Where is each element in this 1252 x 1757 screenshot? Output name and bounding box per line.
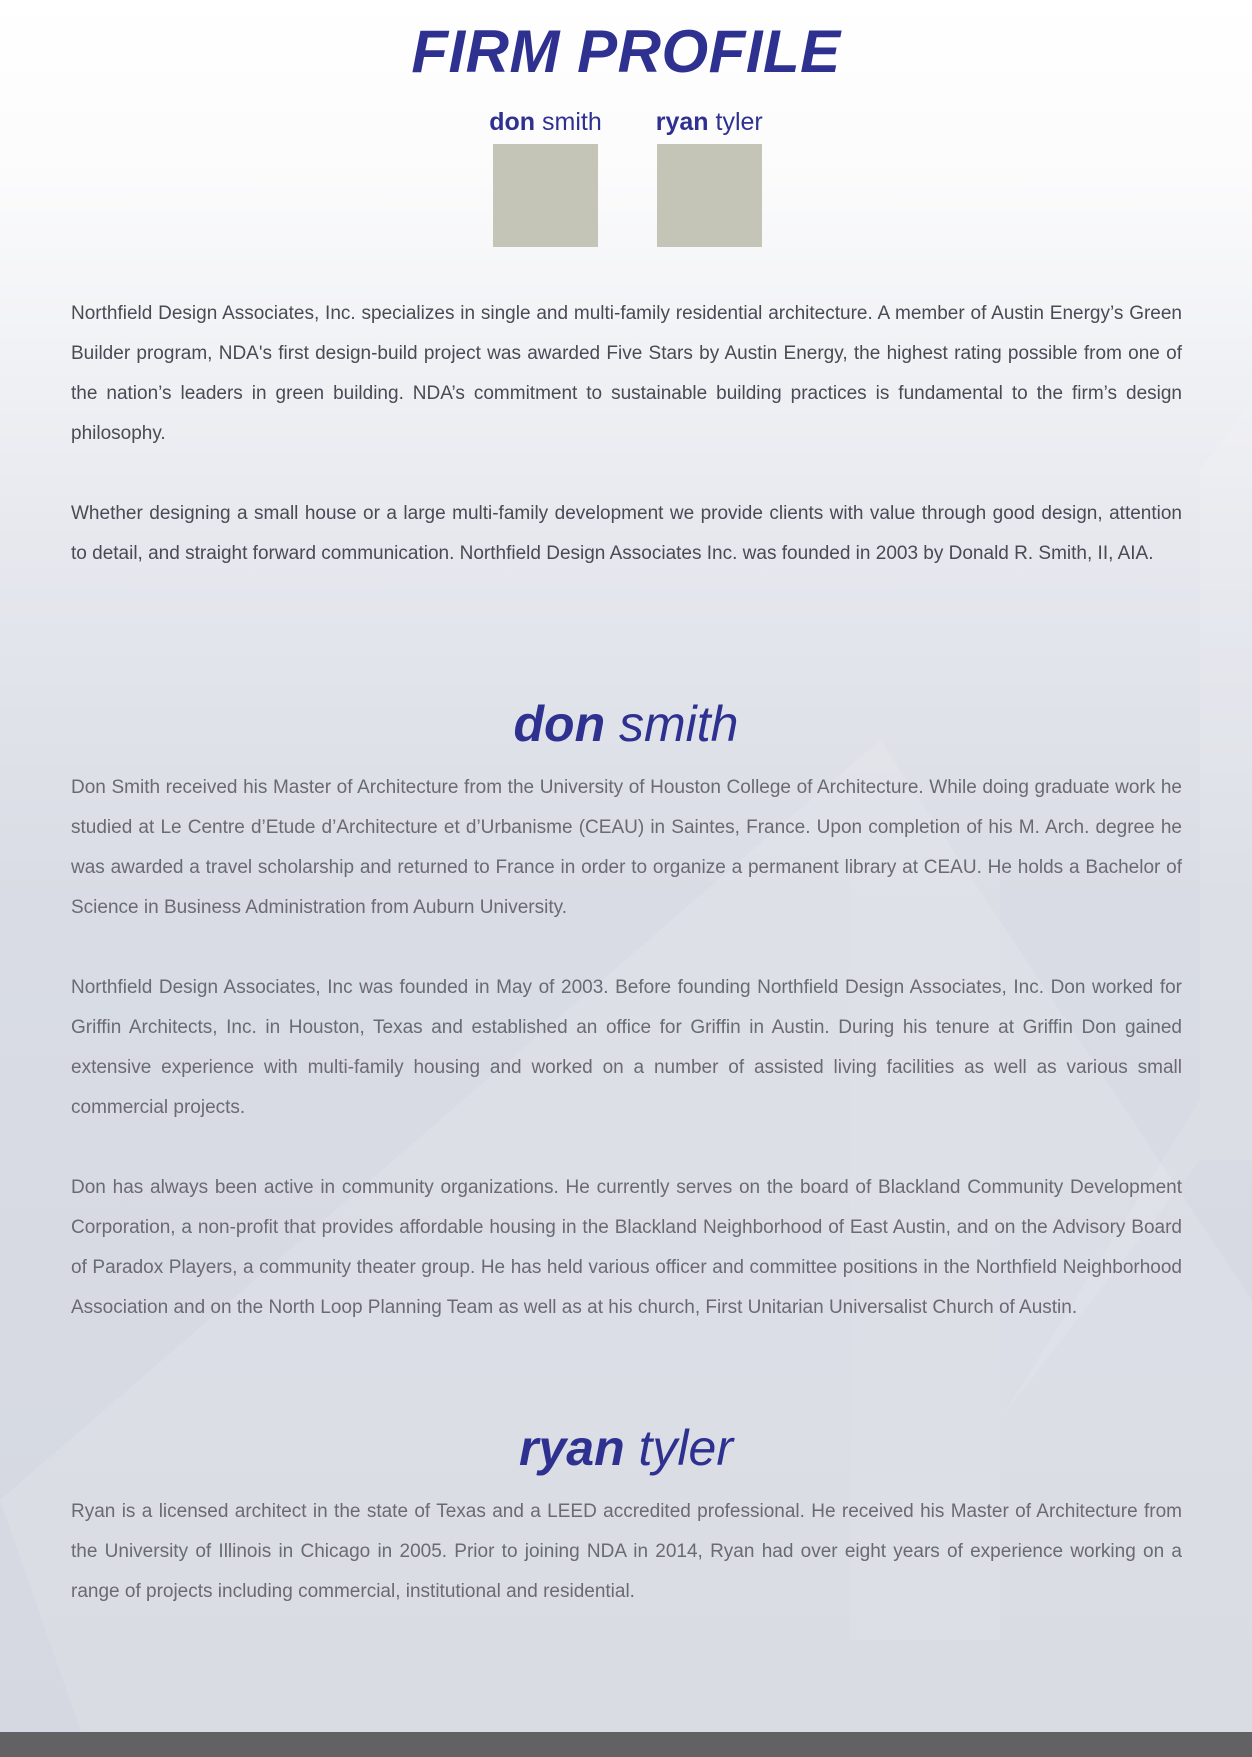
- bio-last-name: tyler: [638, 1420, 733, 1476]
- member-last-name: tyler: [715, 108, 763, 136]
- bio-heading-don-smith: [0, 694, 1252, 754]
- bio-first-name: don: [513, 696, 606, 752]
- member-name: [489, 106, 602, 138]
- member-first-name: don: [489, 108, 536, 136]
- team-member-don-smith[interactable]: [489, 106, 602, 247]
- member-last-name: smith: [542, 108, 602, 136]
- member-first-name: ryan: [655, 108, 709, 136]
- page-title: FIRM PROFILE: [411, 18, 841, 85]
- member-photo-placeholder[interactable]: [493, 144, 598, 247]
- bio-paragraph: Northfield Design Associates, Inc was founded in May of 2003. Before founding Northfield Design Associates, Inc. Don worked for Griffin Architects, Inc. in Houston, Texas and established an office for Griffin in Austin. During his tenure at Griffin Don gained extensive experience with multi-family housing and worked on a number of assisted living facilities as well as various small commercial projects.: [71, 977, 1182, 1118]
- bio-last-name: smith: [619, 696, 739, 752]
- bio-paragraph: Don has always been active in community organizations. He currently serves on the board of Blackland Community Development Corporation, a non-profit that provides affordable housing in the Blackland Neighborhood of East Austin, and on the Advisory Board of Paradox Players, a community theater group. He has held various officer and committee positions in the Northfield Neighborhood Association and on the North Loop Planning Team as well as at his church, First Unitarian Universalist Church of Austin.: [71, 1177, 1182, 1318]
- bio-paragraph: Ryan is a licensed architect in the state of Texas and a LEED accredited professional. He received his Master of Architecture from the University of Illinois in Chicago in 2005. Prior to joining NDA in 2014, Ryan had over eight years of experience working on a range of projects including commercial, institutional and residential.: [71, 1501, 1182, 1602]
- footer-bar: [0, 1732, 1252, 1757]
- member-name: [656, 106, 763, 138]
- bio-first-name: ryan: [519, 1420, 625, 1476]
- bio-paragraph: Don Smith received his Master of Architecture from the University of Houston College of Architecture. While doing graduate work he studied at Le Centre d’Etude d’Architecture et d’Urbanisme (CEAU) in Saintes, France. Upon completion of his M. Arch. degree he was awarded a travel scholarship and returned to France in order to organize a permanent library at CEAU. He holds a Bachelor of Science in Business Administration from Auburn University.: [71, 777, 1182, 918]
- intro-paragraph: Whether designing a small house or a large multi-family development we provide clients with value through good design, attention to detail, and straight forward communication. Northfield Design Associates Inc. was founded in 2003 by Donald R. Smith, II, AIA.: [71, 503, 1182, 564]
- intro-paragraph: Northfield Design Associates, Inc. specializes in single and multi-family residential architecture. A member of Austin Energy’s Green Builder program, NDA's first design-build project was awarded Five Stars by Austin Energy, the highest rating possible from one of the nation’s leaders in green building. NDA’s commitment to sustainable building practices is fundamental to the firm’s design philosophy.: [71, 303, 1182, 444]
- bio-heading-ryan-tyler: [0, 1418, 1252, 1478]
- team-member-links: [0, 106, 1252, 247]
- member-photo-placeholder[interactable]: [657, 144, 762, 247]
- team-member-ryan-tyler[interactable]: [656, 106, 763, 247]
